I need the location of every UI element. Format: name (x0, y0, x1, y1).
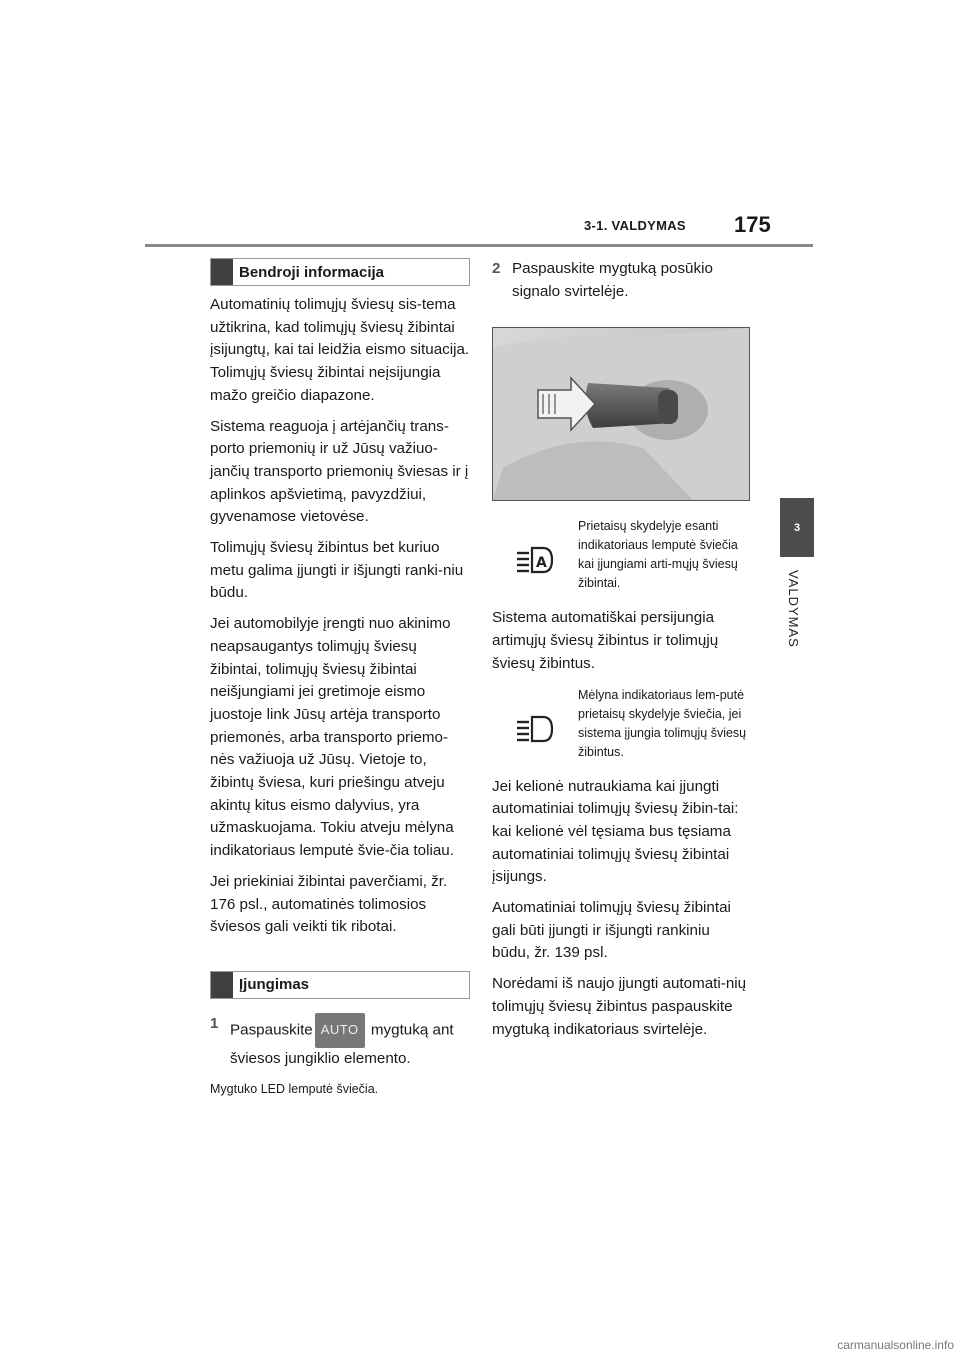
step-text-before: Paspauskite (230, 1021, 313, 1039)
heading-activation (210, 971, 470, 999)
indicator-text: Prietaisų skydelyje esanti indikatoriaus lemputė šviečia kai įjungiami arti-mųjų šviesų žibintai. (578, 519, 738, 591)
paragraph: Jei automobilyje įrengti nuo akinimo neapsaugantys tolimųjų šviesų žibintai, tolimųjų šviesų žibintai neišjungiami jei gretimoje eismo juostoje link Jūsų artėja transporto priemonės, arba transporto priemo-nės važiuoja už Jūsų. Vietoje to, žibintų šviesa, kuri priešingu atveju akintų kitus eismo dalyvius, yra užmaskuojama. Tokiu atveju mėlyna indikatoriaus lemputė švie-čia toliau. (210, 615, 454, 860)
paragraph: Automatiniai tolimųjų šviesų žibintai gali būti įjungti ir išjungti rankiniu būdu, žr. 139 psl. (492, 899, 731, 962)
indicator-row-high-beam (492, 686, 752, 762)
paragraph: Tolimųjų šviesų žibintus bet kuriuo metu galima įjungti ir išjungti ranki-niu būdu. (210, 539, 464, 602)
step-1 (210, 1013, 470, 1070)
left-column (210, 258, 470, 1098)
note: Mygtuko LED lemputė šviečia. (210, 1082, 379, 1097)
right-column (492, 258, 752, 1049)
high-beam-icon (492, 686, 578, 744)
svg-text:A: A (536, 555, 547, 572)
paragraph: Sistema reaguoja į artėjančių trans-porto priemonių ir už Jūsų važiuo-jančių transporto priemonių šviesas ir į aplinkos apšvietimą, pavyzdžiui, gyvenamose vietovėse. (210, 417, 469, 526)
paragraph: Jei priekiniai žibintai paverčiami, žr. 176 psl., automatinės tolimosios šviesos gali veikti tik ribotai. (210, 872, 448, 936)
heading-bar (211, 972, 233, 998)
turn-signal-lever-photo (492, 327, 750, 501)
section-title: 3-1. VALDYMAS (584, 218, 686, 233)
lever-illustration (493, 328, 749, 500)
indicator-row-low-beam (492, 517, 752, 593)
chapter-label: VALDYMAS (786, 570, 801, 648)
step-number: 2 (492, 260, 501, 277)
step-text-after: mygtuką ant šviesos jungiklio elemento. (230, 1021, 454, 1067)
page-number: 175 (734, 212, 771, 237)
heading-text: Įjungimas (239, 976, 310, 994)
paragraph: Norėdami iš naujo įjungti automati-nių tolimųjų šviesų žibintus paspauskite mygtuką indikatoriaus svirtelėje. (492, 975, 747, 1038)
heading-text: Bendroji informacija (239, 263, 385, 281)
auto-high-beam-icon (492, 517, 578, 575)
step-2 (492, 258, 752, 303)
heading-general (210, 258, 470, 286)
heading-bar (211, 259, 233, 285)
indicator-text: Mėlyna indikatoriaus lem-putė prietaisų skydelyje šviečia, jei sistema įjungia tolimųjų šviesų žibintus. (578, 687, 747, 759)
auto-button-icon: AUTO (315, 1013, 365, 1048)
paragraph: Automatinių tolimųjų šviesų sis-tema užtikrina, kad tolimųjų šviesų žibintai įsijungtų, kai tai leidžia eismo situacija. Tolimųjų šviesų žibintai neįsijungia mažo greičio diapazone. (210, 296, 470, 404)
paragraph: Sistema automatiškai persijungia artimųjų šviesų žibintus ir tolimųjų šviesų žibintus. (492, 609, 719, 672)
paragraph: Jei kelionė nutraukiama kai įjungti automatiniai tolimųjų šviesų žibin-tai: kai kelionė vėl tęsiama bus tęsiama automatiniai tolimųjų šviesų žibintai įsijungs. (492, 777, 739, 886)
step-text: Paspauskite mygtuką posūkio signalo svirtelėje. (512, 260, 713, 300)
watermark[interactable]: carmanualsonline.info (837, 1338, 954, 1352)
header-rule (145, 244, 813, 247)
step-number: 1 (210, 1014, 219, 1032)
chapter-tab[interactable]: 3 (780, 498, 814, 557)
